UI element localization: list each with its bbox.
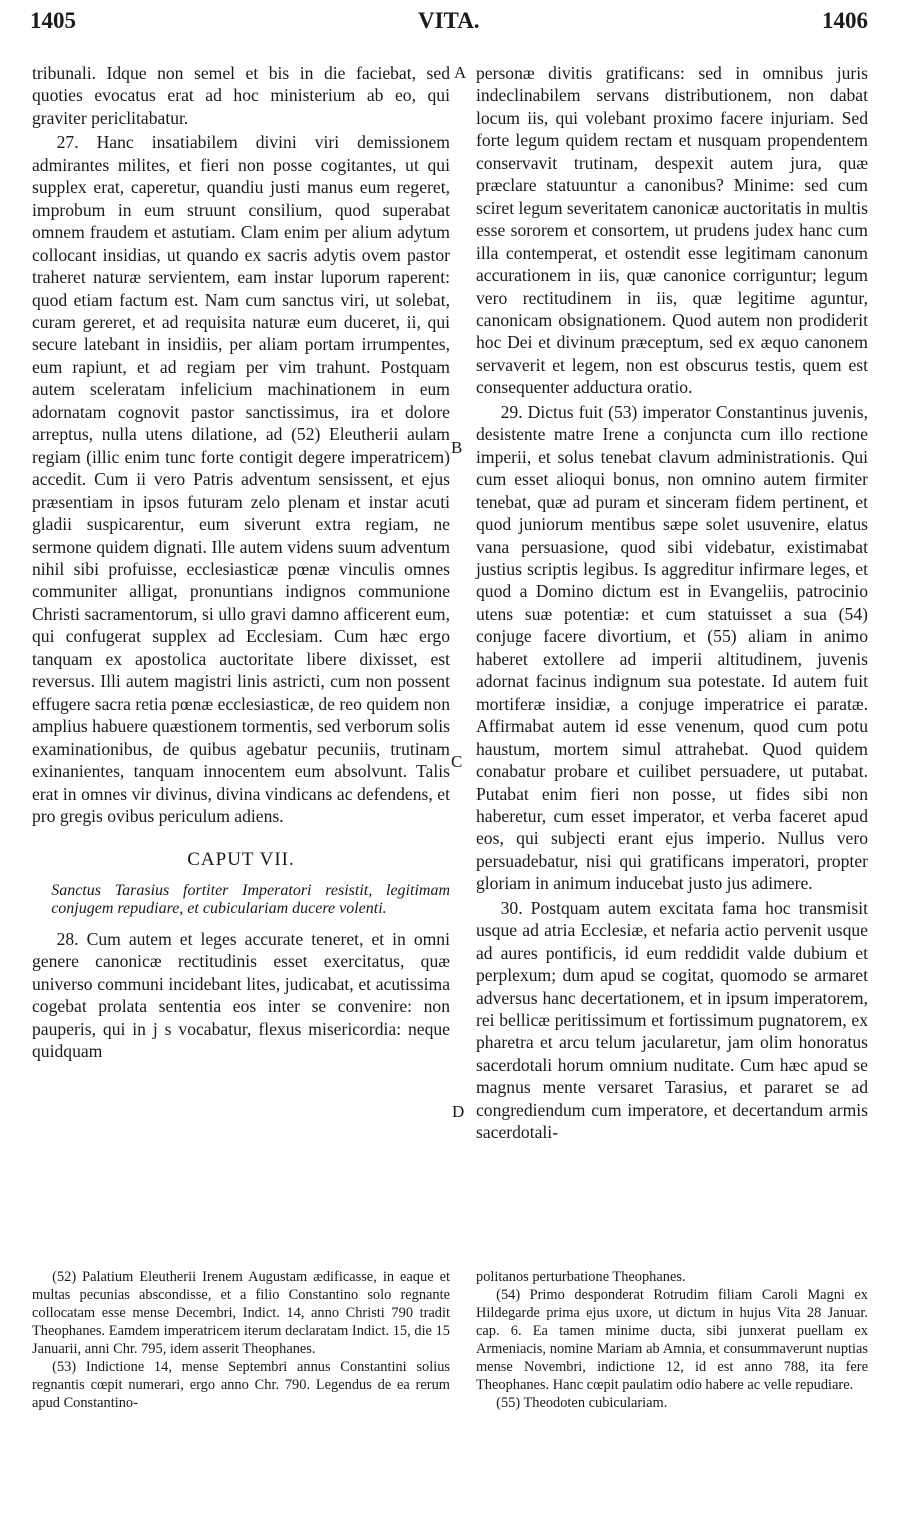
paragraph-29: 29. Dictus fuit (53) imperator Constantinus juvenis, desistente matre Irene a conjuncta cum illo rectione imperii, et solus tenebat clavum administrationis. Qui cum esset alioqui bonus, non omnino autem firmiter tenebat, quæ ad puram et sinceram fidem pertinent, et quod juniorum mentibus sæpe solet usuvenire, elatus vana persuasione, quod sibi videbatur, existimabat justius scriptis legibus. Is aggreditur infirmare leges, et quod a Domino dictum est in Evangeliis, patrocinio utens suæ potentiæ: et cum statuisset a sua (54) conjuge facere divortium, et (55) aliam in animo haberet extollere ad imperii altitudinem, juvenis adornat facinus indignum sua potestate. Id autem fuit mortiferæ insidiæ, a conjuge imperatrice ei paratæ. Affirmabat autem id esse venenum, quod cum potu haustum, mortem simul attrahebat. Quod quidem conabatur probare et cuilibet persuadere, ut putabat. Putabat enim fieri non posse, ut fides sibi non haberetur, cum esset imperator, et verba faceret apud eos, qui subjecti erant ejus imperio. Nullus vero persuadebatur, nisi qui gratificans imperatori, propter gloriam in animum inducebat justo jus adimere. [476,401,868,894]
margin-marker-d: D [452,1102,465,1121]
margin-marker-a: A [454,63,467,82]
right-column [476,62,868,1146]
chapter-summary: Sanctus Tarasius fortiter Imperatori resistit, legitimam conjugem repudiare, et cubiculariam ducere volenti. [51,881,450,917]
running-header [0,8,909,48]
footnotes-left [32,1268,450,1412]
paragraph-30: 30. Postquam autem excitata fama hoc transmisit usque ad atria Ecclesiæ, et nefaria actio pervenit usque ad aures pontificis, id eum reddidit valde dubium et perplexum; dum apud se cogitat, quomodo se armaret adversus hanc decertationem, et in ipsum imperatorem, rei bellicæ peritissimum et fortissimum pugnatorem, ex pharetra et arcu telum jacularetur, jam olim honoratus sacerdotali horum omnium nuditate. Cum hæc apud se magnus mente versaret Tarasius, et pararet se ad congrediendum cum imperatore, et decertandum armis sacerdotali- [476,897,868,1143]
left-column [32,62,450,1065]
page-number-right: 1406 [822,8,868,33]
paragraph-continuation-right: personæ divitis gratificans: sed in omnibus juris indeclinabilem servans distributionem, non dabat locum iis, qui volebant proximo facere injuriam. Sed forte legum quidem rectam et nusquam propendentem conservavit trutinam, despexit autem jura, quæ præclare statuuntur a canonibus? Minime: sed cum sciret legum severitatem canonicæ auctoritatis in multis esse sororem et consortem, ut prudens judex hanc cum illa contemperat, et ostendit esse legitimam canonum accurationem in iis, quæ canonice corriguntur; legum vero rectitudinem in iis, quæ legitime aguntur, canonicam obsignationem. Quod autem non prodiderit hoc Dei et divinum præceptum, sed ex æquo canonem servaverit et legem, non est obscurus testis, quem est consequenter adductura oratio. [476,63,868,398]
footnotes-right [476,1268,868,1412]
footnote-54: (54) Primo desponderat Rotrudim filiam Caroli Magni ex Hildegarde prima ejus uxore, ut dictum in hujus Vita 28 Januar. cap. 6. Ea tamen minime ducta, sibi junxerat puellam ex Armeniacis, nomine Mariam ab Amnia, et consummaverunt nuptias mense Novembri, indictione 12, id est anno 788, ita fere Theophanes. Hanc cœpit paulatim odio habere ac velle repudiare. [476,1287,868,1393]
footnote-55: (55) Theodoten cubiculariam. [496,1395,668,1411]
page-number-left: 1405 [30,8,76,33]
paragraph-continuation: tribunali. Idque non semel et bis in die faciebat, sed quoties evocatus erat ad hoc ministerium ab eo, qui graviter periclitabatur. [32,63,450,128]
footnote-53: (53) Indictione 14, mense Septembri annus Constantini solius regnantis cœpit numerari, ergo anno Chr. 790. Legendus de ea rerum apud Constantino- [32,1359,450,1411]
paragraph-28: 28. Cum autem et leges accurate teneret, et in omni genere canonicæ rectitudinis esset exercitatus, quæ universo communi incidebant lites, judicabat, et acutissima cogebat prolata sententia eos inter se convenire: non pauperis, qui in j s vocabatur, flexus misericordia: neque quidquam [32,928,450,1062]
chapter-title: CAPUT VII. [187,849,295,871]
footnote-52: (52) Palatium Eleutherii Irenem Augustam ædificasse, in eaque et multas pecunias abscondisse, et a filio Constantino solo regnante collocatam esse mense Decembri, Indict. 14, anno Christi 790 tradit Theophanes. Eamdem imperatricem iterum declaratam Indict. 15, die 15 Januarii, anni Chr. 795, idem asserit Theophanes. [32,1269,450,1357]
margin-marker-c: C [451,752,463,771]
paragraph-27: 27. Hanc insatiabilem divini viri demissionem admirantes milites, et fieri non posse cogitantes, ut qui supplex erat, caperetur, quandiu justi manus eum regeret, improbum in eum struunt consilium, quod superabat omnem fraudem et astutiam. Clam enim per alium adytum collocant insidias, ut quando ex sacris adytis ovem pastor traheret naturæ servientem, eam instar luporum raperent: quod etiam factum est. Nam cum sanctus viri, ut solebat, curam gereret, et ad requisita naturæ eum duceret, ii, qui secure latebant in insidiis, per aliam portam irrumpentes, eum rapiunt, et ad regiam per vim trahunt. Postquam autem sceleratam infelicium machinationem in eum adornatam cognovit pastor sanctissimus, ira et dolore arreptus, nulla utens dilatione, ad (52) Eleutherii aulam regiam (illic enim tunc forte contigit degere imperatricem) accedit. Cum ii vero Patris adventum sensissent, et ejus præsentiam in ipsos futuram zelo plenam et instar acuti gladii suspicarentur, eum siverunt extra regiam, ne sermone quidem dignati. Ille autem videns suum adventum nihil sibi profuisse, ecclesiasticæ pœnæ vinculis omnes communiter alligat, pronuntians indignos communione Christi sacramentorum, si ullo gravi damno afficerent eum, qui confugerat supplex ad Ecclesiam. Cum hæc ergo tanquam ex apostolica auctoritate libere dixisset, est reversus. Illi autem magistri linis astricti, cum non possent effugere sacra retia pœnæ ecclesiasticæ, de reo quidem non amplius habuere quæstionem tormentis, sed verborum solis examinationibus, de quibus agebatur pecuniis, trutinam exinanientes, tanquam innocentem eum absolvunt. Talis erat in omnes vir divinus, divina vindicans ac defendens, et pro gregis ovibus periculum adiens. [32,132,450,826]
margin-marker-b: B [451,438,463,457]
running-title: VITA. [418,8,480,33]
footnote-53-continuation: politanos perturbatione Theophanes. [476,1269,686,1285]
